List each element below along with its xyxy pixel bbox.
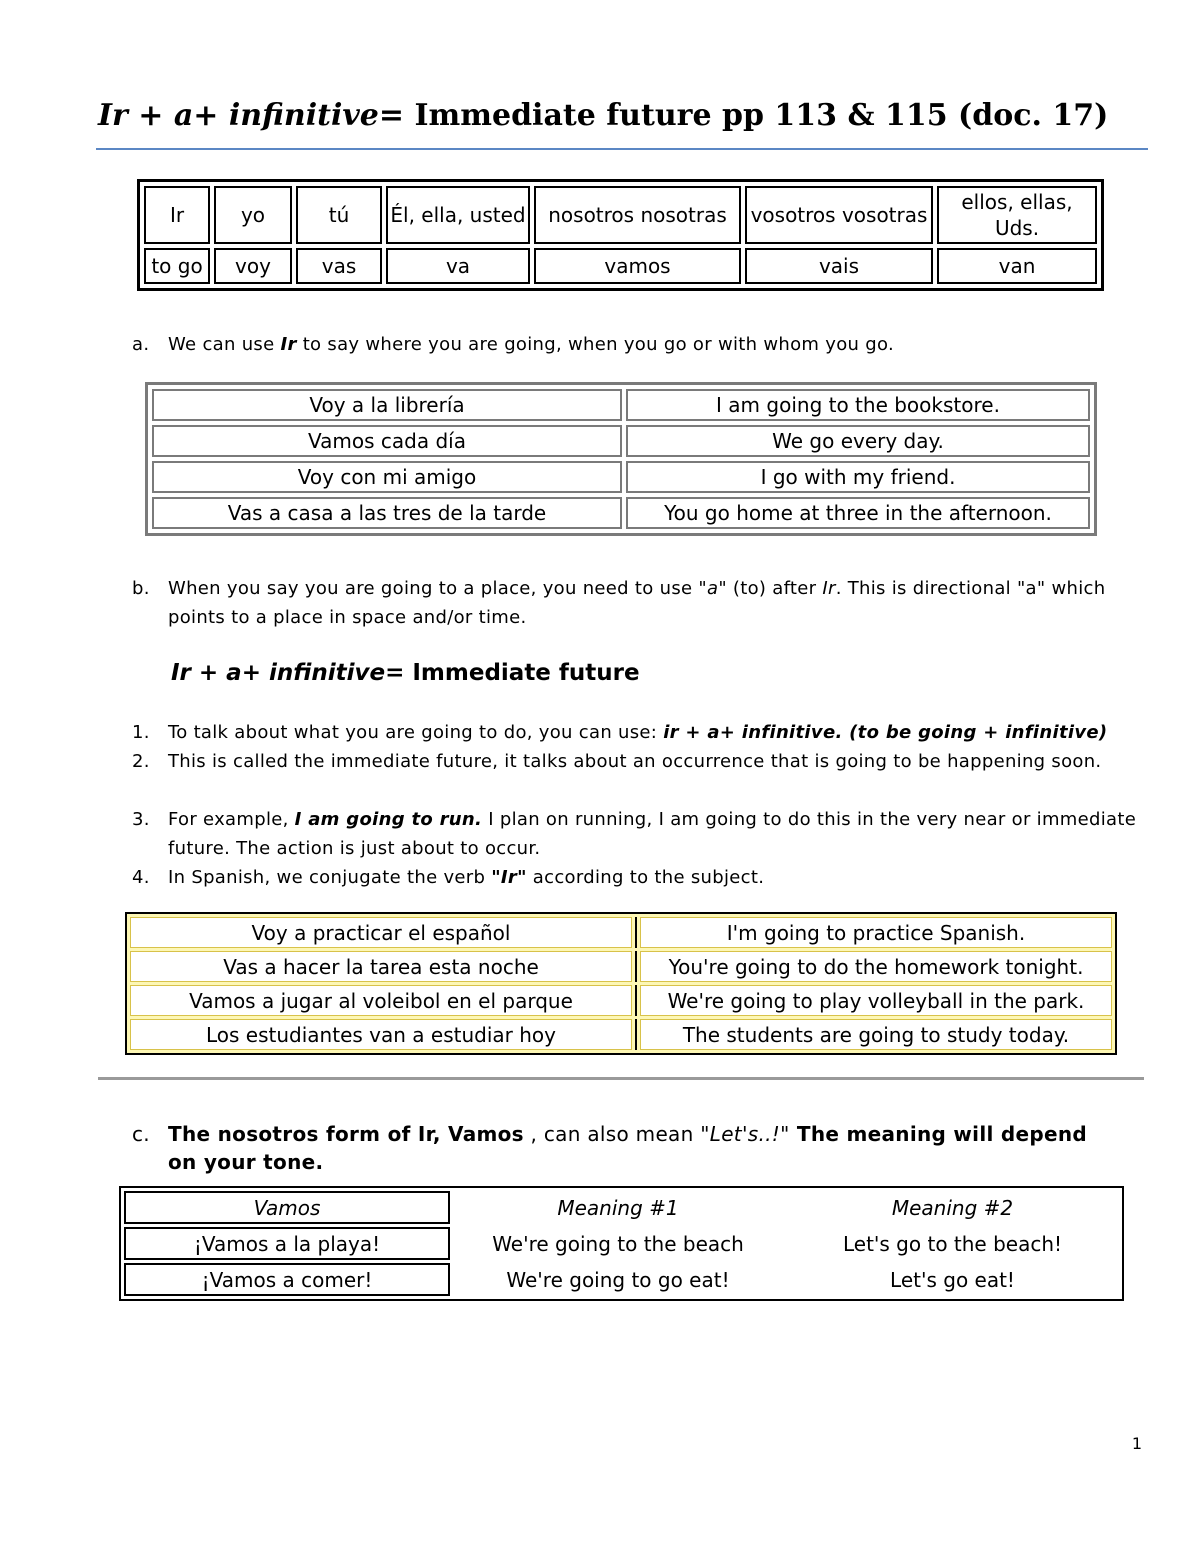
spanish-cell: Vamos cada día	[152, 425, 622, 457]
table-row	[152, 497, 1090, 529]
spanish-cell: Voy a practicar el español	[130, 917, 632, 948]
conj-form-cell: va	[386, 248, 530, 284]
horizontal-rule	[98, 1077, 1144, 1080]
list-text-plain: To talk about what you are going to do, you can use:	[168, 722, 664, 743]
list-item	[0, 747, 1200, 805]
table-row	[130, 985, 1112, 1016]
section-a-ir: Ir	[280, 334, 297, 355]
vamos-cell: ¡Vamos a la playa!	[124, 1227, 450, 1260]
english-cell: The students are going to study today.	[640, 1019, 1112, 1050]
conj-header-cell: tú	[296, 186, 382, 244]
list-item	[0, 805, 1200, 863]
section-b-text-3: . This is directional "a" which points to a place in space and/or time.	[168, 578, 1106, 628]
english-cell: I'm going to practice Spanish.	[640, 917, 1112, 948]
section-a-text-2: to say where you are going, when you go or with whom you go.	[296, 334, 894, 355]
numbered-list	[0, 718, 1200, 892]
section-c-text-2: nosotros form of Ir	[217, 1122, 433, 1146]
list-text-bold: I am going to run.	[294, 809, 483, 830]
page-number: 1	[1131, 1434, 1142, 1453]
english-cell: You're going to do the homework tonight.	[640, 951, 1112, 982]
list-text	[168, 805, 1142, 863]
section-a-marker: a.	[132, 334, 150, 355]
section-a-text	[168, 330, 1142, 359]
table-header-row	[124, 1191, 1119, 1224]
meaning1-cell: We're going to go eat!	[506, 1267, 730, 1292]
vamos-header-cell: Vamos	[124, 1191, 450, 1224]
meaning1-header-cell: Meaning #1	[557, 1195, 679, 1220]
meaning2-cell: Let's go to the beach!	[842, 1231, 1063, 1256]
list-number: 3.	[132, 809, 150, 830]
list-item	[0, 863, 1200, 892]
conj-header-cell: Él, ella, usted	[386, 186, 530, 244]
list-text-plain: I plan on running, I am going to do this in the very near or immediate future. The action is just about to occur.	[168, 809, 1137, 859]
conj-header-cell: yo	[214, 186, 292, 244]
list-number: 2.	[132, 751, 150, 772]
english-cell: We're going to play volleyball in the park.	[640, 985, 1112, 1016]
section-c-text-3: ,	[432, 1122, 449, 1146]
column-divider	[635, 1019, 637, 1050]
conj-form-cell: van	[937, 248, 1097, 284]
subheading	[171, 660, 640, 686]
section-c-text-6: "Let's..!"	[700, 1122, 790, 1146]
list-text-plain: In Spanish, we conjugate the verb	[168, 867, 492, 888]
conj-header-cell: ellos, ellas, Uds.	[937, 186, 1097, 244]
spanish-cell: Voy a la librería	[152, 389, 622, 421]
list-text: This is called the immediate future, it talks about an occurrence that is going to be happening soon.	[168, 751, 1102, 772]
section-c-text-1: The	[168, 1122, 218, 1146]
conj-form-cell: vamos	[534, 248, 741, 284]
column-divider	[635, 985, 637, 1016]
section-c-text-7: The meaning will depend on your tone.	[168, 1122, 1088, 1174]
column-divider	[635, 951, 637, 982]
meaning1-cell: We're going to the beach	[492, 1231, 744, 1256]
title-underline	[96, 148, 1148, 150]
list-number: 1.	[132, 722, 150, 743]
conj-header-cell: Ir	[144, 186, 210, 244]
page-title	[98, 98, 1108, 133]
spanish-cell: Vamos a jugar al voleibol en el parque	[130, 985, 632, 1016]
where-when-table	[145, 382, 1097, 536]
english-cell: I am going to the bookstore.	[626, 389, 1090, 421]
table-row	[124, 1227, 1119, 1260]
list-text-bold: "Ir"	[491, 867, 527, 888]
list-text-bold: ir + a+ infinitive. (to be going + infinitive)	[663, 722, 1108, 743]
section-b-text-1: When you say you are going to a place, you need to use "	[168, 578, 707, 599]
section-c-marker: c.	[132, 1122, 150, 1146]
section-b-text	[168, 574, 1142, 632]
conj-header-cell: nosotros nosotras	[534, 186, 741, 244]
section-c-text	[168, 1120, 1100, 1176]
section-b-marker: b.	[132, 578, 150, 599]
meaning2-header-cell: Meaning #2	[891, 1195, 1014, 1220]
spanish-cell: Los estudiantes van a estudiar hoy	[130, 1019, 632, 1050]
spanish-cell: Vas a casa a las tres de la tarde	[152, 497, 622, 529]
conj-form-cell: to go	[144, 248, 210, 284]
conjugation-table	[137, 179, 1104, 291]
conj-header-cell: vosotros vosotras	[745, 186, 933, 244]
spanish-cell: Voy con mi amigo	[152, 461, 622, 493]
list-text	[168, 863, 1142, 892]
table-row	[130, 917, 1112, 948]
title-rest: = Immediate future pp 113 & 115 (doc. 17)	[378, 98, 1109, 133]
table-row	[152, 461, 1090, 493]
english-cell: I go with my friend.	[626, 461, 1090, 493]
list-item	[0, 718, 1200, 747]
section-b-a: a	[706, 578, 719, 599]
section-b-ir: Ir	[822, 578, 836, 599]
subheading-rest: = Immediate future	[385, 660, 640, 686]
conjugation-forms-row	[144, 248, 1097, 284]
list-number: 4.	[132, 867, 150, 888]
conj-form-cell: vas	[296, 248, 382, 284]
vamos-meaning-table	[119, 1186, 1124, 1301]
conjugation-header-row	[144, 186, 1097, 244]
section-c-text-4: Vamos	[448, 1122, 524, 1146]
section-a-text-1: We can use	[168, 334, 281, 355]
table-row	[130, 1019, 1112, 1050]
english-cell: You go home at three in the afternoon.	[626, 497, 1090, 529]
immediate-future-examples-table	[125, 912, 1117, 1055]
table-row	[124, 1263, 1119, 1296]
section-c-text-5: , can also mean	[523, 1122, 701, 1146]
section-b	[0, 574, 1200, 634]
section-b-text-2: " (to) after	[718, 578, 823, 599]
spanish-cell: Vas a hacer la tarea esta noche	[130, 951, 632, 982]
english-cell: We go every day.	[626, 425, 1090, 457]
meaning2-cell: Let's go eat!	[890, 1267, 1015, 1292]
conj-form-cell: voy	[214, 248, 292, 284]
table-row	[130, 951, 1112, 982]
table-row	[152, 425, 1090, 457]
table-row	[152, 389, 1090, 421]
conj-form-cell: vais	[745, 248, 933, 284]
column-divider	[635, 917, 637, 948]
title-italic: Ir + a+ infinitive	[98, 98, 379, 133]
subheading-italic: Ir + a+ infinitive	[171, 660, 386, 686]
list-text-plain: For example,	[168, 809, 295, 830]
list-text	[168, 718, 1142, 747]
list-text-plain: according to the subject.	[526, 867, 765, 888]
vamos-cell: ¡Vamos a comer!	[124, 1263, 450, 1296]
